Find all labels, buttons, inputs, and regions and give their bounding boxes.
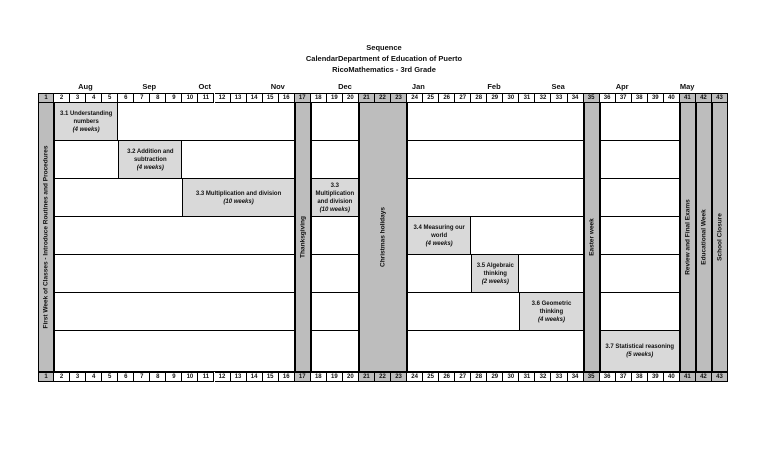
week-number-cell: 35 bbox=[584, 372, 600, 382]
unit-duration: (4 weeks) bbox=[136, 164, 164, 171]
week-number-cell: 11 bbox=[198, 93, 214, 103]
calendar-cell bbox=[311, 103, 359, 141]
unit-block bbox=[54, 103, 118, 141]
calendar-cell bbox=[407, 103, 584, 141]
calendar-cell bbox=[311, 141, 359, 179]
unit-title: 3.6 Geometric thinking bbox=[531, 300, 572, 315]
week-number-cell: 11 bbox=[198, 372, 214, 382]
week-number-cell: 37 bbox=[616, 93, 632, 103]
week-number-cell: 33 bbox=[551, 93, 567, 103]
calendar-grid bbox=[38, 93, 728, 382]
week-number-cell: 16 bbox=[279, 372, 295, 382]
week-number-row-top bbox=[38, 93, 728, 103]
week-number-cell: 28 bbox=[471, 372, 487, 382]
month-label: Nov bbox=[270, 82, 285, 91]
holiday-label-thanksgiving: Thanksgiving bbox=[299, 216, 307, 258]
calendar-cell bbox=[407, 331, 584, 372]
unit-block bbox=[519, 293, 583, 331]
unit-duration: (4 weeks) bbox=[72, 126, 100, 133]
week-number-cell: 38 bbox=[632, 93, 648, 103]
week-number-cell: 18 bbox=[311, 93, 327, 103]
week-number-cell: 5 bbox=[102, 372, 118, 382]
week-number-cell: 27 bbox=[455, 93, 471, 103]
calendar-cell bbox=[407, 141, 584, 179]
calendar-cell bbox=[407, 179, 584, 217]
week-number-cell: 43 bbox=[712, 372, 728, 382]
unit-block bbox=[311, 179, 359, 217]
title-line-1: Sequence bbox=[366, 43, 402, 52]
week-number-cell: 2 bbox=[54, 93, 70, 103]
week-number-cell: 7 bbox=[134, 372, 150, 382]
week-number-cell: 13 bbox=[231, 93, 247, 103]
week-number-cell: 33 bbox=[551, 372, 567, 382]
week-number-row-bottom bbox=[38, 372, 728, 382]
week-number-cell: 32 bbox=[535, 372, 551, 382]
unit-duration: (2 weeks) bbox=[481, 278, 509, 285]
week-number-cell: 5 bbox=[102, 93, 118, 103]
week-number-cell: 17 bbox=[295, 372, 311, 382]
calendar-cell bbox=[600, 179, 680, 217]
unit-title: 3.3 Multiplication and division bbox=[195, 190, 282, 197]
unit-title: 3.7 Statistical reasoning bbox=[605, 344, 675, 350]
unit-block bbox=[600, 331, 680, 372]
week-number-cell: 29 bbox=[487, 93, 503, 103]
unit-title: 3.1 Understanding numbers bbox=[59, 110, 113, 125]
calendar-cell bbox=[311, 255, 359, 293]
calendar-cell bbox=[600, 141, 680, 179]
holiday-label-easter: Easter week bbox=[588, 218, 596, 256]
week-number-cell: 35 bbox=[584, 93, 600, 103]
week-number-cell: 3 bbox=[70, 93, 86, 103]
unit-duration: (5 weeks) bbox=[626, 352, 654, 358]
calendar-cell bbox=[600, 293, 680, 331]
week-number-cell: 31 bbox=[519, 372, 535, 382]
holiday-label-closure: School Closure bbox=[716, 213, 724, 261]
week-number-cell: 10 bbox=[182, 372, 198, 382]
calendar-cell bbox=[54, 331, 295, 372]
calendar-cell bbox=[600, 217, 680, 255]
month-label: Oct bbox=[198, 82, 211, 91]
holiday-label-educational: Educational Week bbox=[700, 209, 708, 265]
week-number-cell: 6 bbox=[118, 93, 134, 103]
holiday-label-review: Review and Final Exams bbox=[684, 199, 692, 275]
holiday-column-thanksgiving bbox=[295, 103, 311, 372]
week-number-cell: 31 bbox=[519, 93, 535, 103]
week-number-cell: 9 bbox=[166, 93, 182, 103]
week-number-cell: 15 bbox=[263, 93, 279, 103]
week-number-cell: 2 bbox=[54, 372, 70, 382]
week-number-cell: 42 bbox=[696, 93, 712, 103]
week-number-cell: 24 bbox=[407, 93, 423, 103]
week-number-cell: 32 bbox=[535, 93, 551, 103]
week-number-cell: 22 bbox=[375, 372, 391, 382]
week-number-cell: 1 bbox=[38, 372, 54, 382]
week-number-cell: 7 bbox=[134, 93, 150, 103]
unit-block bbox=[471, 255, 519, 293]
week-number-cell: 17 bbox=[295, 93, 311, 103]
unit-block bbox=[182, 179, 294, 217]
week-number-cell: 41 bbox=[680, 93, 696, 103]
week-number-cell: 12 bbox=[215, 372, 231, 382]
week-number-cell: 23 bbox=[391, 372, 407, 382]
week-number-cell: 36 bbox=[600, 372, 616, 382]
holiday-column-christmas bbox=[359, 103, 407, 372]
week-number-cell: 43 bbox=[712, 93, 728, 103]
week-number-cell: 8 bbox=[150, 372, 166, 382]
week-number-cell: 21 bbox=[359, 372, 375, 382]
week-number-cell: 26 bbox=[439, 372, 455, 382]
unit-duration: (10 weeks) bbox=[319, 206, 351, 213]
month-label: Feb bbox=[487, 82, 501, 91]
week-number-cell: 41 bbox=[680, 372, 696, 382]
calendar-cell bbox=[311, 331, 359, 372]
week-number-cell: 4 bbox=[86, 372, 102, 382]
unit-title: 3.5 Algebraic thinking bbox=[476, 262, 514, 277]
holiday-column-first-week bbox=[38, 103, 54, 372]
week-number-cell: 19 bbox=[327, 93, 343, 103]
week-number-cell: 21 bbox=[359, 93, 375, 103]
week-number-cell: 28 bbox=[471, 93, 487, 103]
week-number-cell: 15 bbox=[263, 372, 279, 382]
calendar-cell bbox=[600, 103, 680, 141]
calendar-cell bbox=[311, 293, 359, 331]
week-number-cell: 42 bbox=[696, 372, 712, 382]
calendar-cell bbox=[600, 255, 680, 293]
week-number-cell: 40 bbox=[664, 93, 680, 103]
week-number-cell: 29 bbox=[487, 372, 503, 382]
calendar-cell bbox=[54, 255, 295, 293]
week-number-cell: 39 bbox=[648, 93, 664, 103]
unit-title: 3.4 Measuring our world bbox=[413, 224, 465, 239]
week-number-cell: 19 bbox=[327, 372, 343, 382]
week-number-cell: 39 bbox=[648, 372, 664, 382]
week-number-cell: 30 bbox=[503, 93, 519, 103]
week-number-cell: 14 bbox=[247, 372, 263, 382]
week-number-cell: 14 bbox=[247, 93, 263, 103]
week-number-cell: 13 bbox=[231, 372, 247, 382]
unit-duration: (4 weeks) bbox=[537, 316, 565, 323]
calendar-cell bbox=[54, 217, 295, 255]
holiday-column-easter bbox=[584, 103, 600, 372]
calendar-cell bbox=[54, 293, 295, 331]
month-label: Sea bbox=[551, 82, 565, 91]
unit-block bbox=[407, 217, 471, 255]
unit-title: 3.2 Addition and subtraction bbox=[127, 148, 174, 163]
week-number-cell: 30 bbox=[503, 372, 519, 382]
week-number-cell: 20 bbox=[343, 372, 359, 382]
week-number-cell: 27 bbox=[455, 372, 471, 382]
holiday-column-review bbox=[680, 103, 696, 372]
week-number-cell: 26 bbox=[439, 93, 455, 103]
title-line-3: RicoMathematics - 3rd Grade bbox=[332, 65, 436, 74]
week-number-cell: 34 bbox=[568, 93, 584, 103]
week-number-cell: 9 bbox=[166, 372, 182, 382]
month-label: Dec bbox=[338, 82, 352, 91]
week-number-cell: 40 bbox=[664, 372, 680, 382]
week-number-cell: 37 bbox=[616, 372, 632, 382]
week-number-cell: 12 bbox=[215, 93, 231, 103]
unit-duration: (4 weeks) bbox=[425, 240, 453, 247]
week-number-cell: 25 bbox=[423, 93, 439, 103]
week-number-cell: 16 bbox=[279, 93, 295, 103]
month-label: May bbox=[679, 82, 695, 91]
unit-title: 3.3 Multiplication and division bbox=[315, 182, 355, 205]
calendar-body bbox=[38, 103, 728, 372]
month-label: Apr bbox=[615, 82, 629, 91]
week-number-cell: 1 bbox=[38, 93, 54, 103]
holiday-label-christmas: Christmas holidays bbox=[379, 207, 387, 267]
holiday-label-first-week: First Week of Classes - Introduce Routines and Procedures bbox=[42, 145, 50, 329]
calendar-cell bbox=[311, 217, 359, 255]
week-number-cell: 6 bbox=[118, 372, 134, 382]
week-number-cell: 24 bbox=[407, 372, 423, 382]
week-number-cell: 20 bbox=[343, 93, 359, 103]
week-number-cell: 3 bbox=[70, 372, 86, 382]
holiday-column-closure bbox=[712, 103, 728, 372]
holiday-column-educational bbox=[696, 103, 712, 372]
week-number-cell: 22 bbox=[375, 93, 391, 103]
month-label: Jan bbox=[411, 82, 425, 91]
week-number-cell: 36 bbox=[600, 93, 616, 103]
week-number-cell: 10 bbox=[182, 93, 198, 103]
month-label: Aug bbox=[78, 82, 93, 91]
month-label: Sep bbox=[142, 82, 157, 91]
week-number-cell: 23 bbox=[391, 93, 407, 103]
week-number-cell: 25 bbox=[423, 372, 439, 382]
week-number-cell: 8 bbox=[150, 93, 166, 103]
title-line-2: CalendarDepartment of Education of Puerto bbox=[305, 54, 463, 63]
unit-block bbox=[118, 141, 182, 179]
week-number-cell: 34 bbox=[568, 372, 584, 382]
week-number-cell: 4 bbox=[86, 93, 102, 103]
unit-duration: (10 weeks) bbox=[223, 198, 254, 205]
week-number-cell: 38 bbox=[632, 372, 648, 382]
week-number-cell: 18 bbox=[311, 372, 327, 382]
